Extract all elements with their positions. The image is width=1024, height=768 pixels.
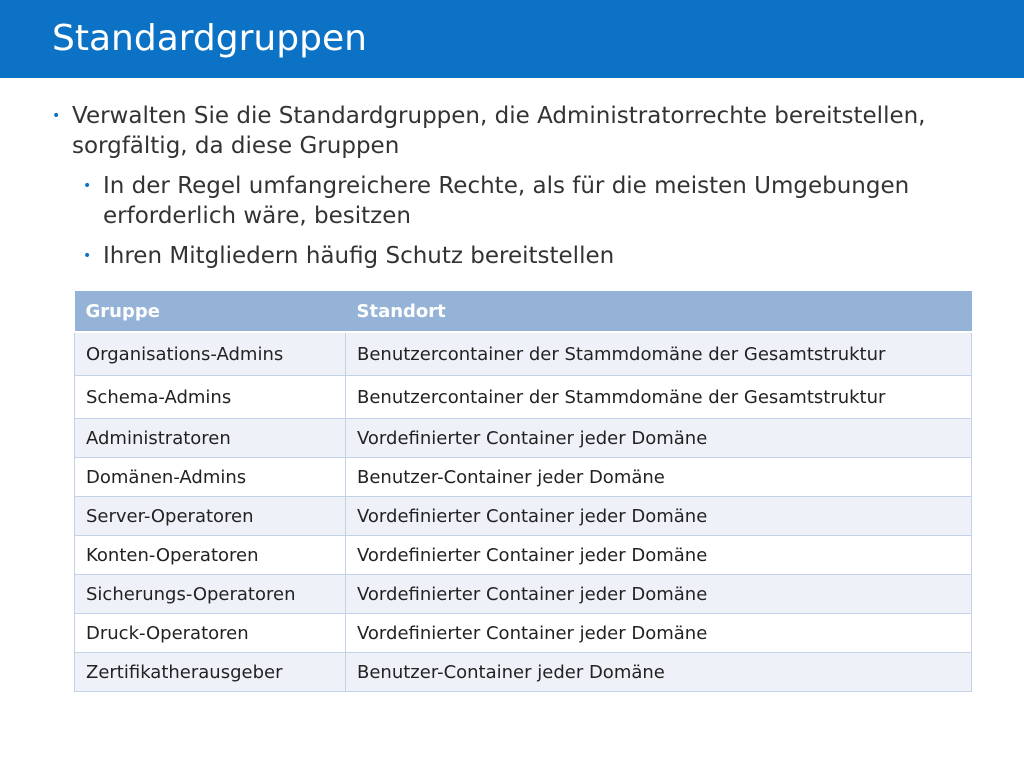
sub-bullet-text: Ihren Mitgliedern häufig Schutz bereitstellen <box>103 243 615 269</box>
sub-bullet-item <box>83 171 992 231</box>
cell-group: Domänen-Admins <box>75 458 346 497</box>
cell-group: Zertifikatherausgeber <box>75 653 346 692</box>
cell-group: Schema-Admins <box>75 376 346 419</box>
bullet-text: Verwalten Sie die Standardgruppen, die Administratorrechte bereitstellen, sorgfältig, da diese Gruppen <box>72 103 926 159</box>
cell-location: Benutzer-Container jeder Domäne <box>346 653 972 692</box>
cell-location: Benutzercontainer der Stammdomäne der Gesamtstruktur <box>346 376 972 419</box>
table-row <box>75 458 972 497</box>
sub-bullet-text: In der Regel umfangreichere Rechte, als für die meisten Umgebungen erforderlich wäre, besitzen <box>103 173 910 229</box>
table-row <box>75 419 972 458</box>
cell-group: Druck-Operatoren <box>75 614 346 653</box>
bullet-icon: • <box>83 248 92 264</box>
sub-bullet-item <box>83 241 992 271</box>
groups-table-container <box>74 291 972 692</box>
table-row <box>75 653 972 692</box>
cell-group: Organisations-Admins <box>75 332 346 376</box>
table-row <box>75 497 972 536</box>
table-header-row <box>75 291 972 332</box>
bullet-icon: • <box>52 108 61 124</box>
cell-location: Vordefinierter Container jeder Domäne <box>346 419 972 458</box>
cell-group: Administratoren <box>75 419 346 458</box>
table-row <box>75 376 972 419</box>
cell-group: Server-Operatoren <box>75 497 346 536</box>
cell-location: Vordefinierter Container jeder Domäne <box>346 575 972 614</box>
cell-location: Benutzer-Container jeder Domäne <box>346 458 972 497</box>
cell-location: Vordefinierter Container jeder Domäne <box>346 536 972 575</box>
bullet-list <box>52 101 992 271</box>
bullet-item <box>52 101 992 161</box>
table-row <box>75 536 972 575</box>
cell-location: Benutzercontainer der Stammdomäne der Gesamtstruktur <box>346 332 972 376</box>
title-bar <box>0 0 1024 78</box>
table-row <box>75 614 972 653</box>
cell-group: Konten-Operatoren <box>75 536 346 575</box>
cell-location: Vordefinierter Container jeder Domäne <box>346 497 972 536</box>
slide-title: Standardgruppen <box>52 18 367 59</box>
groups-table <box>74 291 972 692</box>
header-cell-standort: Standort <box>346 291 972 332</box>
cell-group: Sicherungs-Operatoren <box>75 575 346 614</box>
cell-location: Vordefinierter Container jeder Domäne <box>346 614 972 653</box>
bullet-icon: • <box>83 178 92 194</box>
table-row <box>75 332 972 376</box>
header-cell-gruppe: Gruppe <box>75 291 346 332</box>
table-row <box>75 575 972 614</box>
